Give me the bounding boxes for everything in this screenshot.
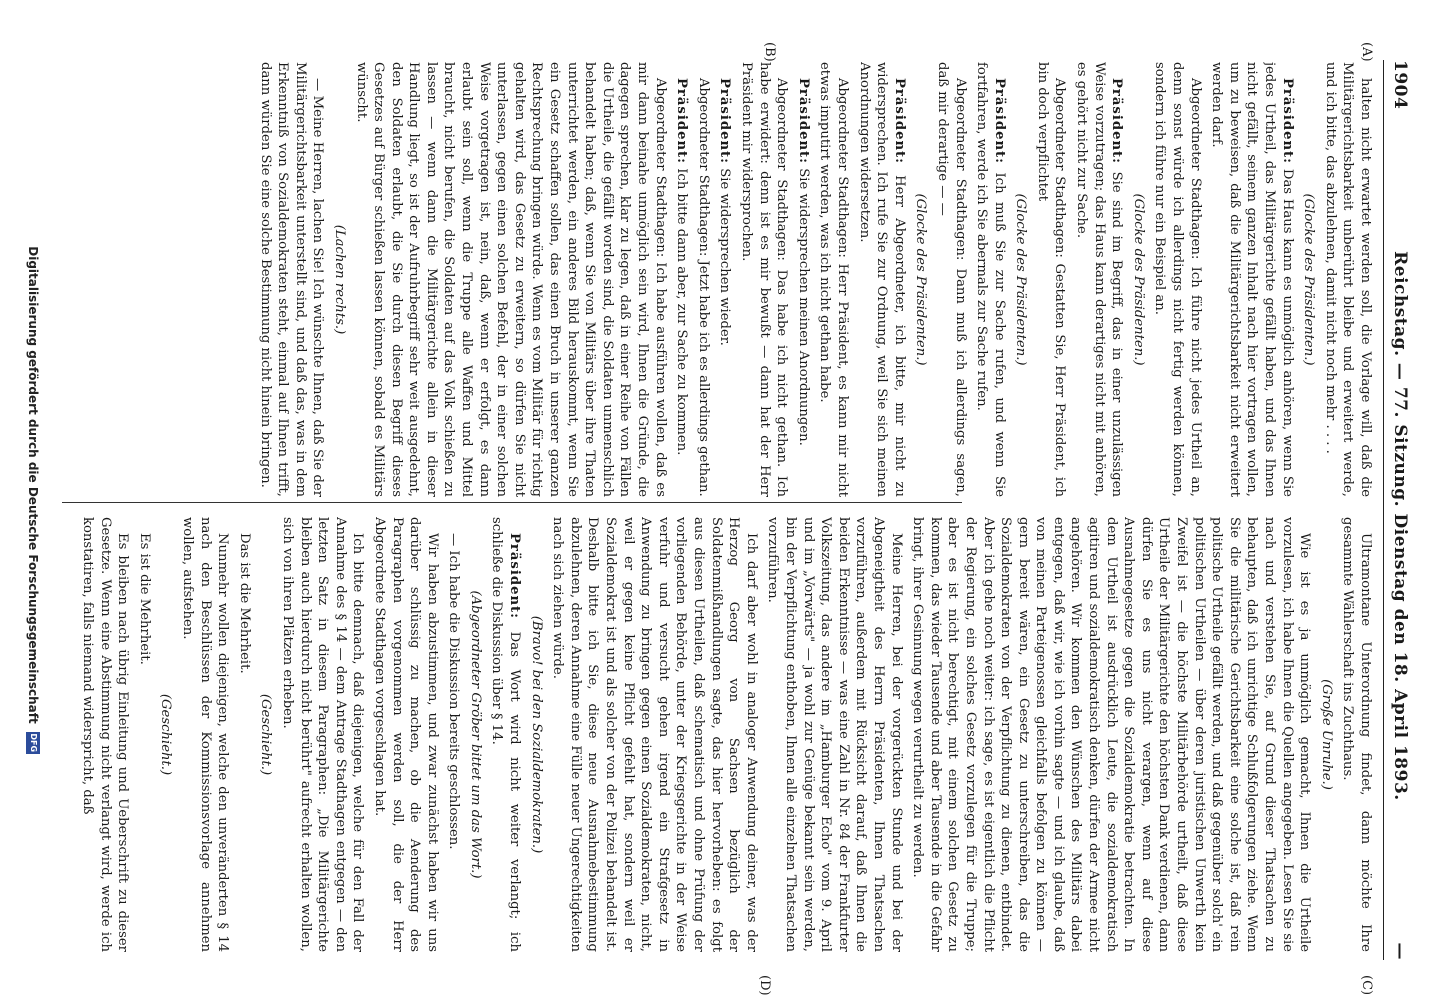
paragraph [370, 517, 440, 952]
paragraph-text: (Glocke des Präsidenten.) [913, 193, 929, 366]
stage-direction [1012, 62, 1030, 497]
paragraph [694, 62, 712, 497]
paragraph [855, 62, 908, 497]
margin-marker-c: (C) [1359, 975, 1374, 996]
right-column [64, 517, 1374, 952]
paragraph [933, 62, 968, 497]
margin-marker-b: (B) [762, 42, 777, 62]
paragraph-text: Herr Abgeordneter, ich bitte, mir nicht zu widersprechen. Ich rufe Sie zur Ordnung, weil Sie sich meinen Anordnungen widersetzen. [856, 62, 907, 497]
margin-marker-d: (D) [757, 975, 772, 996]
paragraph-text: Es ist die Mehrheit. [136, 533, 152, 665]
paragraph-text: Abgeordneter Stadthagen: Ich habe ausführen wollen, daß es mir dann beinahe unmöglich sein wird, Ihnen die Gründe, die dagegen sprechen, klar zu legen, daß in einer Reihe von Fällen die Urtheile, die gefällt worden sind, die Soldaten unmenschlich behandelt haben; daß, wenn Sie von Militärs über ihre Thaten unterrichtet werden, ein anderes Bild herauskommt, wenn Sie ein Gesetz schaffen sollen, das einen Bruch in unserer ganzen Rechtsprechung bringen würde. Wenn es vom Militär für richtig gehalten wird, das Gesetz zu erweitern, so dürfen Sie nicht unterlassen, gegen einen solchen Befehl, der in einer solchen Weise vorgetragen ist, nein, daß, wenn er erfolgt, es dann erlaubt sein soll, wenn die Truppe alle Waffen und Mittel braucht, nicht berufen, die Soldaten auf das Volk schießen zu lassen — wenn dann die Militärgerichte allein in dieser Handlung liegt, so ist der Aufruhrbegriff sehr weit ausgedehnt, den Soldaten erlaubt, die Sie durch diesen Begriff dieses Gesetzes auf Bürger schießen lassen können, sobald es Militärs wünscht. [353, 62, 668, 497]
paragraph-text: Abgeordneter Stadthagen: Jetzt habe ich es allerdings gethan. [695, 78, 711, 497]
paragraph-text: Das ist die Mehrheit. [236, 533, 252, 674]
paragraph-text: Das Haus kann es unmöglich anhören, wenn Sie jedes Urtheil, das Militärgerichte gefällt haben, und das Ihnen nicht gefällt, seinem ganzen Inhalt nach hier vortragen wollen, um zu beweisen, daß die Militärgerichtsbarkeit nicht erweitert werden darf. [1209, 62, 1295, 497]
paragraph-text: Sie sind im Begriff, das in einer unzulässigen Weise vorzutragen; das Haus kann derartiges nicht mit anhören, es gehört nicht zur Sache. [1074, 62, 1125, 497]
paragraph-text: Meine Herren, bei der vorgerückten Stunde und bei der Abgeneigtheit des Herrn Präsidenten, Ihnen Thatsachen vorzuführen, außerdem mit Rücksicht darauf, daß Ihnen die beiden Erkenntnisse — was eine Zahl in Nr. 84 der Frankfurter Volkszeitung, das andere im „Hamburger Echo" vom 9. April und im „Vorwärts" — ja wohl zur Genüge bekannt sein werden, bin der Verpflichtung enthoben, Ihnen alle einzelnen Thatsachen vorzuführen. [765, 517, 904, 952]
paragraph [488, 517, 523, 952]
paragraph-text: (Bravo! bei den Sozialdemokraten.) [528, 615, 544, 854]
paragraph [764, 517, 905, 952]
paragraph-text: (Große Unruhe.) [1318, 679, 1334, 790]
speaker-label: Präsident: [795, 78, 811, 165]
speaker-label: Präsident: [507, 533, 523, 620]
paragraph [1033, 62, 1068, 497]
paragraph [256, 62, 326, 497]
paragraph-text: Ich muß Sie zur Sache rufen, und wenn Sie fortfahren, werde ich Sie abermals zur Sache rufen. [974, 62, 1007, 497]
paragraph [235, 517, 253, 952]
stage-direction [527, 517, 545, 952]
paragraph-text: Wir haben abzustimmen, und zwar zunächst haben wir uns darüber schlüssig zu machen, ob die Aenderung des Paragraphen vorgenommen werden soll, die der Herr Abgeordnete Stadthagen vorgeschlagen hat. [371, 517, 440, 952]
margin-marker-a: (A) [1359, 42, 1374, 62]
paragraph [445, 517, 463, 952]
paragraph [78, 517, 131, 952]
stage-direction [157, 517, 175, 952]
paragraph-text: Das Wort wird nicht weiter verlangt; ich schließe die Diskussion über § 14. [489, 517, 523, 952]
paragraph [1339, 517, 1374, 952]
stage-direction [912, 62, 930, 497]
paragraph-text: Abgeordneter Stadthagen: Gestatten Sie, Herr Präsident, ich bin doch verpflichtet [1034, 62, 1068, 497]
paragraph [1151, 62, 1204, 497]
paragraph-text: Ich bitte demnach, daß diejenigen, welche für den Fall der Annahme des § 14 — dem Antrage Stadthagen entgegen — den letzten Satz in diesem Paragraphen: „Die Militärgerichte bleiben auch hierdurch nicht berührt" aufrecht erhalten wollen, sich von ihren Plätzen erheben. [279, 517, 366, 952]
paragraph [178, 517, 231, 952]
paragraph [973, 62, 1008, 497]
paragraph [1321, 62, 1374, 497]
paragraph [794, 62, 812, 497]
stage-direction [1129, 62, 1147, 497]
paragraph-text: (Abgeordneter Gröber bittet um das Wort.) [467, 590, 483, 879]
speaker-label: Präsident: [1109, 78, 1125, 165]
stage-direction [1317, 517, 1335, 952]
paragraph [1073, 62, 1126, 497]
paragraph-text: — Meine Herren, lachen Sie! Ich wünschte Ihnen, daß Sie der Militärgerichtsbarkeit unterstellt sind, und daß das, was in dem Erkenntniß von Sozialdemokraten steht, einmal auf Ihnen trifft, dann würden Sie eine solche Bestimmung nicht hinein bringen. [257, 62, 326, 497]
paragraph-text: Abgeordneter Stadthagen: Das habe ich nicht gethan. Ich habe erwidert: denn ist es mir bewußt — dann hat der Herr Präsident mir widersprochen. [739, 62, 790, 497]
paragraph [278, 517, 366, 952]
paragraph [1208, 62, 1296, 497]
paragraph [673, 62, 691, 497]
stage-direction [330, 62, 348, 497]
paragraph-text: Sie widersprechen wieder. [717, 168, 733, 346]
paragraph [716, 62, 734, 497]
stage-direction [257, 517, 275, 952]
page-number: 1904 [1390, 60, 1410, 110]
paragraph [737, 62, 790, 497]
paragraph-text: Nunmehr wollen diejenigen, welche den unveränderten § 14 nach den Beschlüssen der Kommissionsvorlage annehmen wollen, aufstehen. [180, 517, 231, 952]
page-title: Reichstag. — 77. Sitzung. Dienstag den 18. April 1893. [1390, 251, 1410, 801]
paragraph-text: Ich darf aber wohl in analoger Anwendung deiner, was der Herzog Georg von Sachsen bezüglich der Soldatenmißhandlungen sagte, das hier hervorheben: es folgt aus diesen Urtheilen, daß schematisch und ohne Prüfung der vorliegenden Behörde, unter der Kriegsgerichte in der Weise verfuhr und versucht gehen irgend ein Strafgesetz in Anwendung zu bringen gegen einen Sozialdemokraten, nicht, weil er gegen keine Pflicht gefehlt hat, sondern weil er Sozialdemokrat ist und als solcher von der Polizei behandelt ist. Deshalb bitte ich Sie, diese neue Ausnahmebestimmung abzulehnen, deren Annahme eine Fülle neuer Ungerechtigkeiten nach sich ziehen würde. [550, 517, 759, 952]
header-dash: — [1390, 942, 1410, 960]
left-column [64, 62, 1374, 497]
paragraph-text: halten nicht erwartet werden soll, die Vorlage will, daß die Militärgerichtsbarkeit unberührt bleibe und erweitert werde, und ich bitte, das abzulehnen, damit nicht noch mehr . . . . [1322, 62, 1373, 497]
paragraph-text: Abgeordneter Stadthagen: Ich führe nicht jedes Urtheil an, denn sonst würde ich allerdings nicht fertig werden können, sondern ich führe nur ein Beispiel an. [1152, 62, 1203, 497]
digitization-footer [19, 0, 47, 1000]
paragraph-text: — Ich habe die Diskussion bereits geschlossen. [446, 533, 462, 850]
paragraph-text: (Glocke des Präsidenten.) [1130, 193, 1146, 366]
paragraph [909, 517, 1314, 952]
paragraph-text: Wie ist es ja unmöglich gemacht, Ihnen die Urtheile vorzulesen, ich habe Ihnen die Quellen angegeben. Lesen Sie sie nach und verstehen Sie, auf Grund dieser Thatsachen zu behaupten, daß ich unrichtige Schlußfolgerungen ziehe. Wenn Sie die militärische Gerichtsbarkeit eine solche ist, daß rein politische Urtheile gefällt werden, und daß gegenüber solch' ein politischen Urtheilen — über deren juristischen Unwerth kein Zweifel ist — die höchste Militärbehörde urtheilt, daß diese Urtheile der Militärgerichte den höchsten Dank verdienen, dann dürfen Sie es uns nicht verargen, wenn auf diese Ausnahmegesetze gegen die Sozialdemokratie betrachten. In dem Urtheil ist ausdrücklich Leute, die sozialdemokratisch agitiren und sozialdemokratisch denken, dürfen der Armee nicht angehören. Wir kommen den Wünschen des Militärs dabei entgegen, daß wir, wie ich vorhin sagte — und ich glaube, daß von meinen Parteigenossen gleichfalls befolgen zu können — gern bereit wären, ein Gesetz zu unterschreiben, das die Sozialdemokraten von der Verpflichtung zu dienen, entbindet. Aber ich gehe noch weiter: ich sage, es ist eigentlich die Pflicht der Regierung, ein solches Gesetz vorzulegen für die Truppe; aber es ist nicht berechtigt, mit einem solchen Gesetz zu kommen, das wieder Tausende und aber Tausende in die Gefahr bringt, ihrer Gesinnung wegen verurtheilt zu werden. [910, 517, 1313, 952]
speaker-label: Präsident: [991, 78, 1007, 165]
column-divider [62, 502, 962, 503]
paragraph [549, 517, 760, 952]
stage-direction [466, 517, 484, 952]
speaker-label: Präsident: [717, 78, 733, 165]
paragraph [135, 517, 153, 952]
paragraph-text: Abgeordneter Stadthagen: Dann muß ich allerdings sagen, daß mir derartige — — [934, 62, 968, 497]
speaker-label: Präsident: [1279, 78, 1295, 165]
header-rule [1383, 60, 1384, 960]
speaker-label: Präsident: [891, 78, 907, 165]
speaker-label: Präsident: [674, 78, 690, 165]
paragraph-text: (Glocke des Präsidenten.) [1301, 193, 1317, 366]
footer-text: Digitalisierung gefördert durch die Deutsche Forschungsgemeinschaft [26, 246, 40, 724]
paragraph-text: (Geschieht.) [258, 693, 274, 776]
paragraph-text: Ultramontane Unterordnung findet, dann möchte Ihre gesammte Wählerschaft ins Zuchthaus. [1340, 517, 1373, 952]
paragraph-text: Ich bitte dann aber, zur Sache zu kommen. [674, 168, 690, 456]
paragraph-text: (Glocke des Präsidenten.) [1013, 193, 1029, 366]
paragraph-text: Es bleiben nach übrig Einleitung und Ueberschrift zu dieser Gesetze. Wenn eine Abstimmung nicht verlangt wird, werde ich konstatiren, falls niemand widerspricht, daß [80, 517, 131, 952]
dfg-logo-icon: DFG [26, 732, 40, 754]
page-header [1386, 60, 1414, 960]
paragraph-text: Abgeordneter Stadthagen: Herr Präsident, es kann mir nicht etwas imputirt werden, was ich nicht gethan habe. [817, 62, 850, 497]
paragraph-text: (Geschieht.) [158, 693, 174, 776]
stage-direction [1300, 62, 1318, 497]
paragraph-text: Sie widersprechen meinen Anordnungen. [795, 168, 811, 446]
paragraph [816, 62, 851, 497]
paragraph [352, 62, 669, 497]
paragraph-text: (Lachen rechts.) [331, 224, 347, 335]
